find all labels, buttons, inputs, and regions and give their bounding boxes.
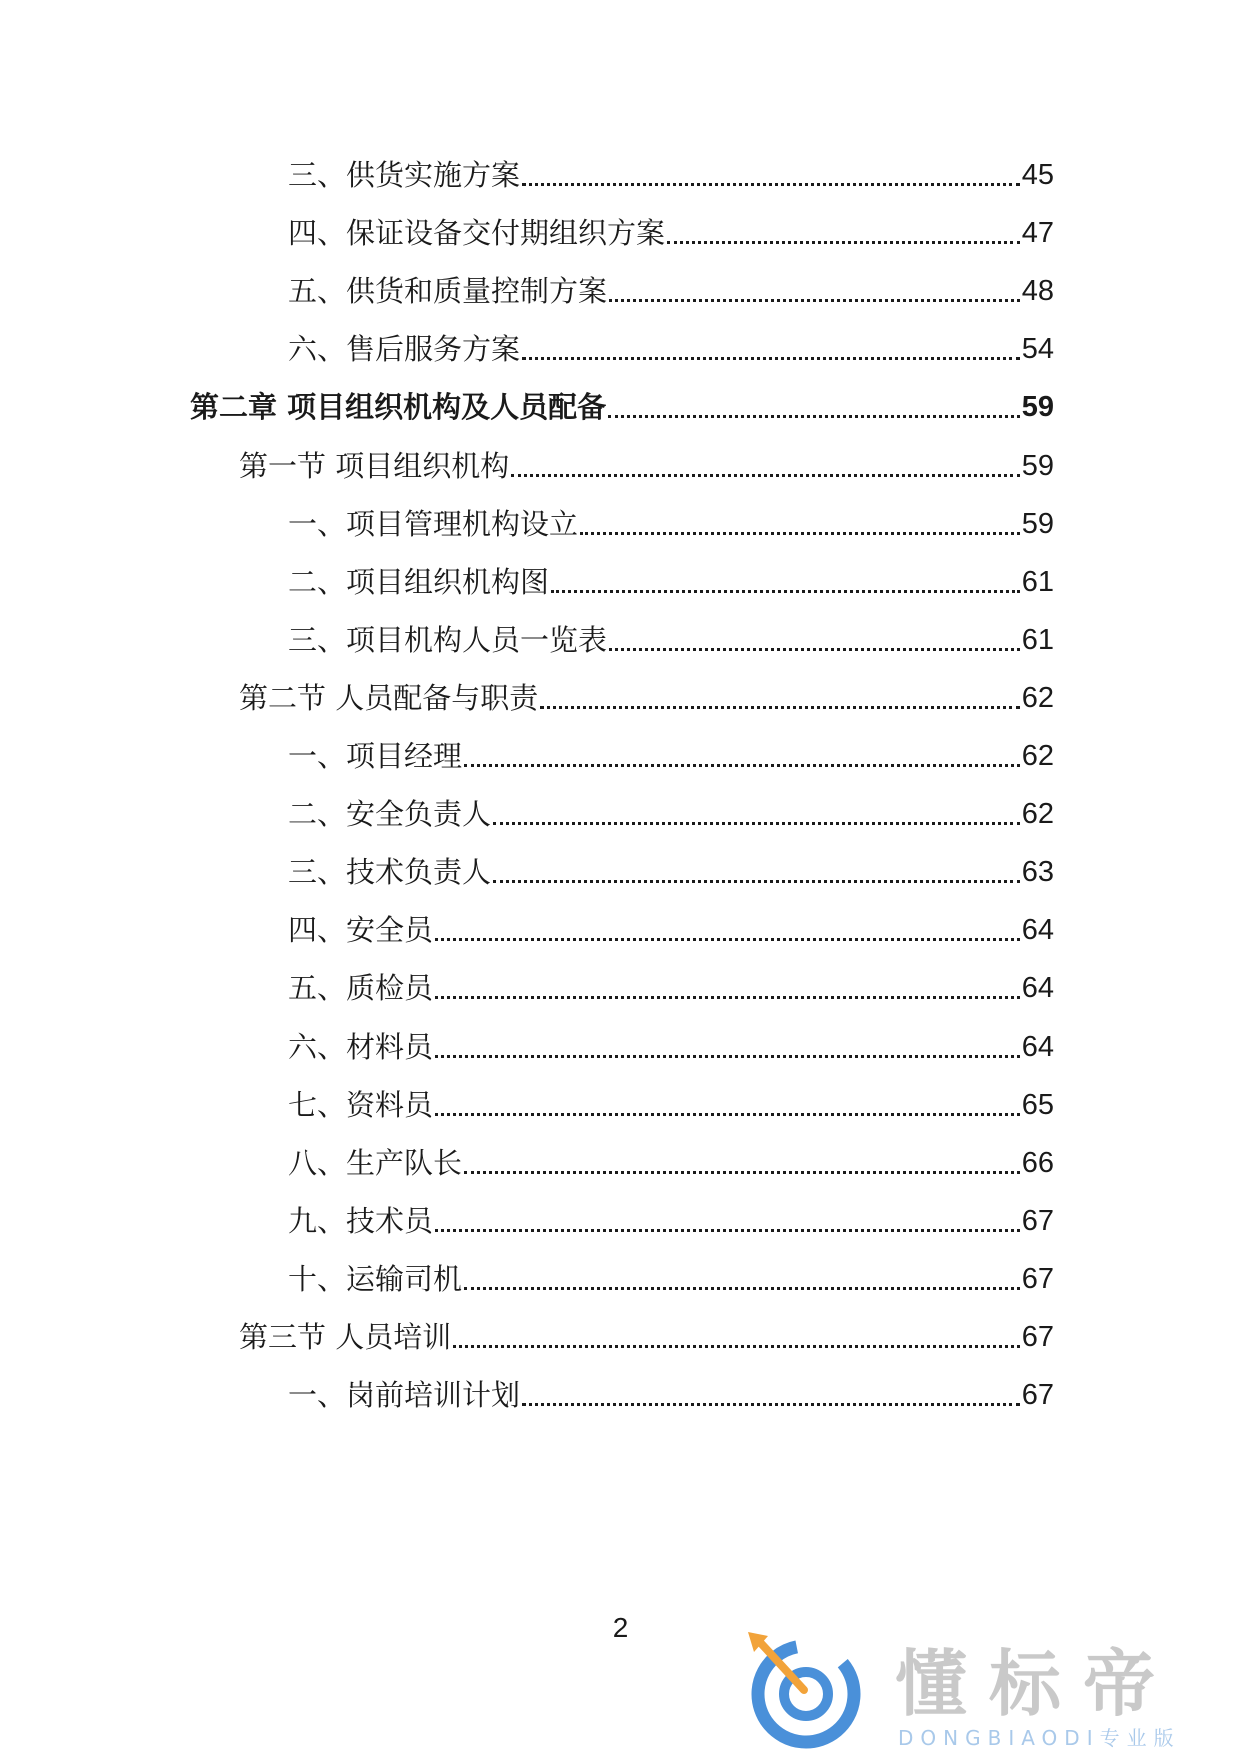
toc-dot-leader <box>464 764 1020 767</box>
toc-dot-leader <box>551 590 1020 593</box>
toc-dot-leader <box>435 1229 1020 1232</box>
toc-entry-page: 64 <box>1021 972 1054 1005</box>
toc-entry[interactable] <box>288 784 1054 834</box>
toc-entry-page: 59 <box>1021 507 1054 540</box>
toc-dot-leader <box>608 415 1020 418</box>
toc-entry[interactable] <box>288 842 1054 892</box>
toc-entry-title: 七、资料员 <box>288 1087 434 1122</box>
toc-entry[interactable] <box>288 726 1054 776</box>
toc-dot-leader <box>435 1055 1020 1058</box>
toc-entry[interactable] <box>288 1249 1054 1299</box>
toc-entry-page: 63 <box>1021 856 1054 889</box>
toc-entry-title: 五、质检员 <box>288 971 434 1006</box>
toc-entry-title: 四、安全员 <box>288 913 434 948</box>
toc-entry-title: 六、材料员 <box>288 1029 434 1064</box>
toc-dot-leader <box>522 183 1020 186</box>
toc-entry-page: 66 <box>1021 1146 1054 1179</box>
toc-entry-page: 59 <box>1021 449 1054 482</box>
toc-dot-leader <box>609 299 1020 302</box>
watermark-subtitle: DONGBIAODI专业版 <box>898 1726 1181 1750</box>
toc-entry-page: 48 <box>1021 275 1054 308</box>
toc-entry-page: 67 <box>1021 1262 1054 1295</box>
toc-entry-page: 62 <box>1021 740 1054 772</box>
toc-entry-page: 64 <box>1021 1030 1054 1063</box>
toc-dot-leader <box>609 648 1020 651</box>
toc-entry[interactable] <box>288 319 1054 369</box>
toc-entry-title: 九、技术员 <box>288 1203 434 1238</box>
toc-entry-page: 65 <box>1021 1088 1054 1121</box>
toc-entry[interactable] <box>288 203 1054 253</box>
toc-entry[interactable] <box>288 610 1054 660</box>
toc-dot-leader <box>667 241 1020 244</box>
toc-dot-leader <box>435 938 1020 941</box>
toc-entry-title: 一、岗前培训计划 <box>288 1378 521 1413</box>
toc-entry-title: 第三节 人员培训 <box>239 1320 452 1354</box>
toc-entry-title: 一、项目管理机构设立 <box>288 506 579 541</box>
toc-entry-title: 一、项目经理 <box>288 739 463 773</box>
watermark-brand: 懂标帝 <box>895 1642 1178 1726</box>
toc-entry-page: 64 <box>1021 914 1054 947</box>
toc-entry-title: 二、项目组织机构图 <box>288 564 550 599</box>
toc-entry[interactable] <box>288 261 1054 311</box>
toc-entry-page: 47 <box>1021 217 1054 250</box>
toc-entry-page: 67 <box>1021 1379 1054 1412</box>
toc-entry-title: 第二节 人员配备与职责 <box>239 680 539 715</box>
watermark <box>740 1630 1220 1754</box>
toc-entry-page: 67 <box>1021 1204 1054 1237</box>
toc-entry-title: 第一节 项目组织机构 <box>239 448 510 483</box>
toc-entry-page: 45 <box>1021 159 1054 191</box>
toc-entry[interactable] <box>288 1075 1054 1125</box>
toc-dot-leader <box>580 532 1020 535</box>
toc-entry-title: 三、供货实施方案 <box>288 158 521 192</box>
toc-dot-leader <box>522 357 1020 360</box>
toc-entry-page: 59 <box>1021 391 1054 424</box>
toc-entry-title: 四、保证设备交付期组织方案 <box>288 216 666 251</box>
toc-dot-leader <box>493 880 1020 883</box>
toc-entry[interactable] <box>288 552 1054 602</box>
toc-dot-leader <box>511 474 1020 477</box>
toc-entry-title: 二、安全负责人 <box>288 797 492 832</box>
toc-entry-title: 三、技术负责人 <box>288 855 492 890</box>
toc-entry-title: 三、项目机构人员一览表 <box>288 622 608 657</box>
toc-entry[interactable] <box>288 900 1054 950</box>
toc-entry[interactable] <box>239 436 1054 486</box>
toc-entry[interactable] <box>288 1365 1054 1415</box>
toc-dot-leader <box>540 706 1020 709</box>
toc-dot-leader <box>522 1403 1020 1406</box>
toc-dot-leader <box>464 1287 1020 1290</box>
toc-entry[interactable] <box>288 494 1054 544</box>
toc-entry[interactable] <box>190 377 1054 427</box>
toc-entry-title: 六、售后服务方案 <box>288 332 521 367</box>
toc-entry[interactable] <box>288 1191 1054 1241</box>
toc-entry[interactable] <box>288 1133 1054 1183</box>
toc-entry-title: 十、运输司机 <box>288 1261 463 1296</box>
toc-entry-page: 62 <box>1021 798 1054 831</box>
target-arrow-icon <box>744 1630 874 1754</box>
toc-entry-page: 61 <box>1021 623 1054 656</box>
toc-entry-title: 八、生产队长 <box>288 1145 463 1180</box>
toc-entry[interactable] <box>239 668 1054 718</box>
toc-entry-page: 61 <box>1021 565 1054 598</box>
toc-dot-leader <box>493 822 1020 825</box>
toc-entry[interactable] <box>288 1017 1054 1067</box>
toc-entry-page: 67 <box>1021 1321 1054 1353</box>
toc-dot-leader <box>435 1113 1020 1116</box>
toc-entry-page: 54 <box>1021 333 1054 366</box>
toc-dot-leader <box>453 1345 1020 1348</box>
toc-entry[interactable] <box>239 1307 1054 1357</box>
toc-dot-leader <box>435 996 1020 999</box>
toc-entry-title: 第二章 项目组织机构及人员配备 <box>190 390 607 425</box>
toc-entry[interactable] <box>288 958 1054 1008</box>
toc-entry-page: 62 <box>1021 681 1054 714</box>
toc-dot-leader <box>464 1171 1020 1174</box>
toc-entry[interactable] <box>288 145 1054 195</box>
toc-entry-title: 五、供货和质量控制方案 <box>288 274 608 309</box>
page-number: 2 <box>612 1612 629 1643</box>
